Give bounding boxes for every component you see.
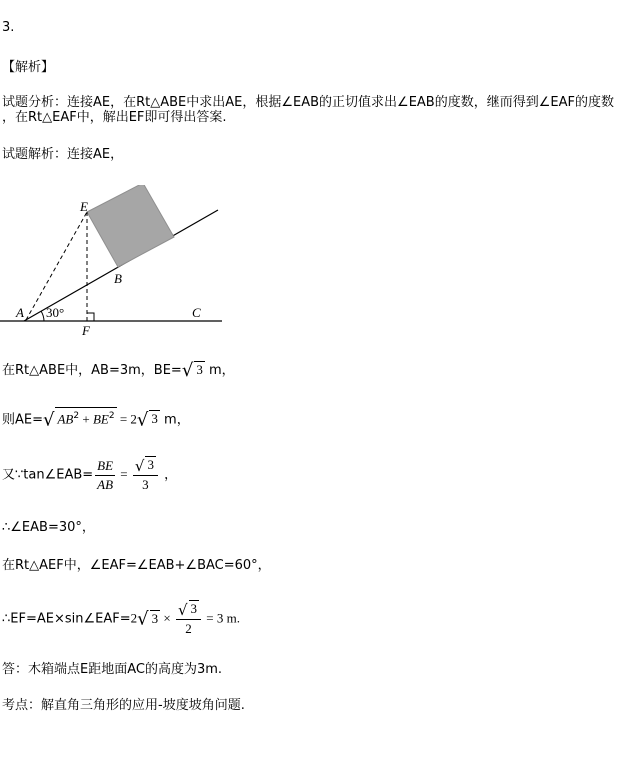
step-2-exp-b: 2 [108,411,115,421]
step-2-result-rad: 3 [151,411,158,427]
step-3-suffix: ， [159,467,178,483]
fraction-be-ab [95,457,115,494]
wooden-box [87,185,174,267]
analysis-line-2: ，在Rt△EAF中，解出EF即可得出答案. [2,110,227,125]
step-1 [2,361,235,379]
step-2-exp-a: 2 [73,411,80,421]
step-6-rad: 3 [151,610,159,626]
sqrt-icon: √ [181,360,194,381]
step-6-coef: 2 [130,610,138,626]
step-2-prefix: 则AE= [2,412,43,428]
label-f: F [82,323,90,338]
fraction-num [133,456,158,476]
sqrt-icon: √ [136,409,149,431]
step-2-term-a: AB [57,411,74,427]
fraction-den: AB [97,476,114,492]
fraction-radicand: 3 [190,601,198,616]
sqrt-icon: √ [134,457,145,475]
step-1-radicand: 3 [196,362,203,377]
step-2-radicand [55,407,116,428]
fraction-den: 2 [185,621,192,636]
sqrt-icon: √ [137,608,149,630]
right-angle-marker [87,313,94,321]
label-a: A [16,305,24,320]
fraction-num: BE [95,457,115,476]
answer-line: 答：木箱端点E距地面AC的高度为3m. [2,662,223,677]
step-1-unit: m， [204,363,235,378]
topic-line: 考点：解直角三角形的应用-坡度坡角问题. [2,698,245,713]
step-2 [2,407,190,431]
step-4: ∴∠EAB=30°， [2,520,95,535]
dashed-line-ae [26,212,87,320]
step-3-eq: = [117,466,131,482]
label-angle: 30° [46,305,65,320]
step-2-result-coef: = 2 [116,411,137,427]
fraction-root3-3 [133,456,158,494]
step-3-prefix: 又∵tan∠EAB= [2,467,94,483]
step-2-term-b: BE [92,411,109,427]
step-6-times: × [160,610,174,626]
step-1-text: 在Rt△ABE中，AB=3m，BE= [2,363,182,378]
fraction-root3-2 [176,600,201,638]
fraction-radicand: 3 [147,457,154,472]
section-heading: 【解析】 [2,60,55,75]
step-6-result: = 3 m. [203,610,240,626]
label-c: C [192,305,201,320]
step-6 [2,600,240,638]
fraction-den: 3 [142,477,149,492]
label-b: B [114,271,122,286]
question-number: 3. [2,20,15,35]
solution-intro: 试题解析：连接AE， [2,147,124,162]
sqrt-icon: √ [43,409,55,431]
step-6-prefix: ∴EF=AE×sin∠EAF= [2,611,131,627]
analysis-line-1: 试题分析：连接AE，在Rt△ABE中求出AE，根据∠EAB的正切值求出∠EAB的度数，继而得到∠EAF的度数 [2,95,614,110]
step-5: 在Rt△AEF中，∠EAF=∠EAB+∠BAC=60°， [2,558,271,573]
sqrt-icon: √ [177,601,188,619]
fraction-num [176,600,201,620]
step-2-unit: m， [159,412,190,428]
step-3 [2,456,177,494]
step-2-plus: + [79,411,93,427]
label-e: E [80,199,88,214]
slope-figure [0,185,240,345]
angle-arc [41,311,44,321]
